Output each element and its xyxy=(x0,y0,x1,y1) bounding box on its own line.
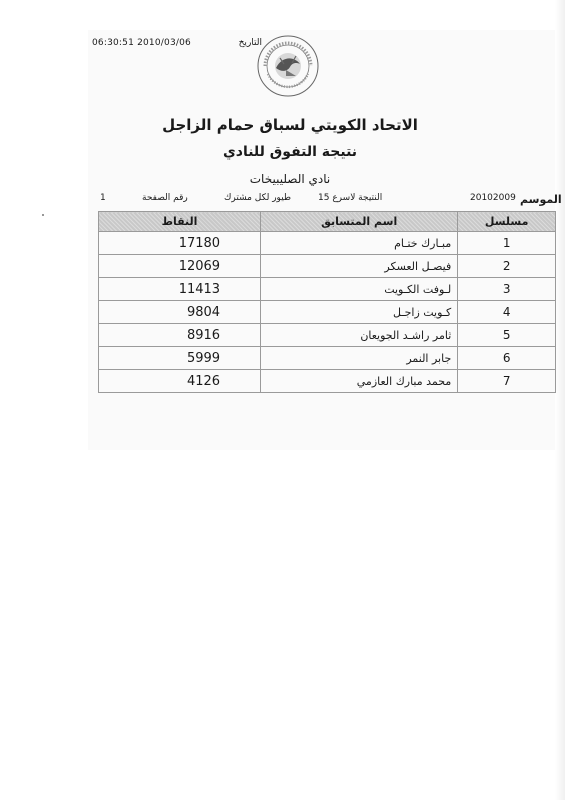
row-points: 8916 xyxy=(99,324,261,347)
row-serial: 5 xyxy=(458,324,556,347)
date-label: التاريخ xyxy=(238,38,262,48)
row-name: مبـارك ختـام xyxy=(261,232,458,255)
row-points: 9804 xyxy=(99,301,261,324)
date-value: 06:30:51 2010/03/06 xyxy=(92,38,191,48)
page-number-label: رقم الصفحة xyxy=(142,193,188,203)
row-serial: 2 xyxy=(458,255,556,278)
federation-logo xyxy=(256,34,320,98)
row-name: محمد مبارك العازمي xyxy=(261,370,458,393)
table-row xyxy=(99,255,556,278)
row-points: 4126 xyxy=(99,370,261,393)
header-serial: مسلسل xyxy=(458,212,556,232)
header-points: النقاط xyxy=(99,212,261,232)
organization-title: الاتحاد الكويتي لسباق حمام الزاجل xyxy=(162,116,418,134)
table-row xyxy=(99,301,556,324)
row-serial: 7 xyxy=(458,370,556,393)
results-table xyxy=(98,211,556,393)
row-serial: 6 xyxy=(458,347,556,370)
table-row xyxy=(99,370,556,393)
row-name: جابر النمر xyxy=(261,347,458,370)
row-name: ثامر راشـد الجويعان xyxy=(261,324,458,347)
row-points: 17180 xyxy=(99,232,261,255)
club-name: نادي الصليبيخات xyxy=(249,172,331,186)
report-title: نتيجة التفوق للنادي xyxy=(222,144,358,160)
header-name: اسم المتسابق xyxy=(261,212,458,232)
table-header-row xyxy=(99,212,556,232)
row-name: لـوفت الكـويت xyxy=(261,278,458,301)
row-points: 5999 xyxy=(99,347,261,370)
result-note: النتيجة لاسرع 15 xyxy=(318,193,383,203)
row-serial: 4 xyxy=(458,301,556,324)
row-points: 11413 xyxy=(99,278,261,301)
date-row xyxy=(92,36,262,50)
row-serial: 3 xyxy=(458,278,556,301)
page-number: 1 xyxy=(100,193,106,203)
table-row xyxy=(99,324,556,347)
table-row xyxy=(99,232,556,255)
report-info-row xyxy=(96,193,562,209)
birds-note: طيور لكل مشترك xyxy=(224,193,292,203)
table-row xyxy=(99,278,556,301)
scan-speck xyxy=(42,214,44,216)
row-points: 12069 xyxy=(99,255,261,278)
season-label: الموسم xyxy=(520,193,562,206)
row-serial: 1 xyxy=(458,232,556,255)
page-edge-shadow xyxy=(555,0,565,800)
row-name: فيصـل العسكر xyxy=(261,255,458,278)
row-name: كـويت زاجـل xyxy=(261,301,458,324)
table-row xyxy=(99,347,556,370)
season-value: 20102009 xyxy=(470,193,516,203)
